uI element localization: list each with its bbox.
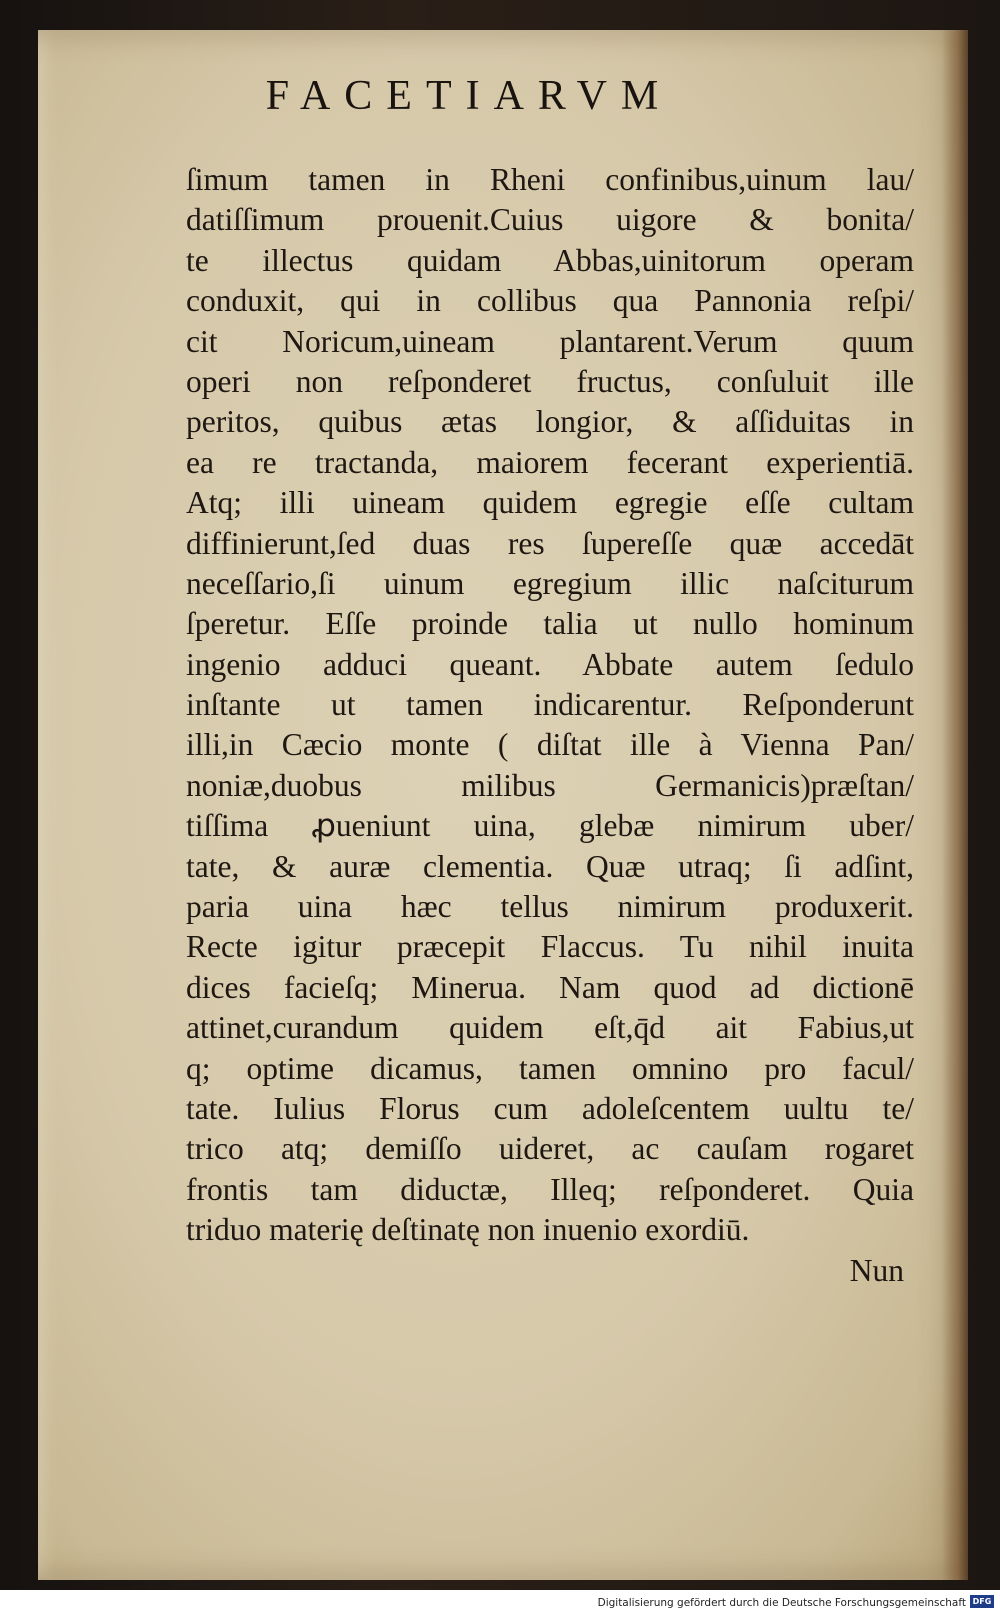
dfg-logo: DFG <box>970 1595 994 1608</box>
text-line: diffinierunt,ſed duas res ſupereſſe quæ accedāt <box>186 525 914 561</box>
text-line: ſperetur. Eſſe proinde talia ut nullo hominum <box>186 606 914 642</box>
text-block <box>186 160 914 1251</box>
text-line: Recte igitur præcepit Flaccus. Tu nihil inuita <box>186 929 914 965</box>
text-line: tate, & auræ clementia. Quæ utraq; ſi adſint, <box>186 848 914 884</box>
text-line: neceſſario,ſi uinum egregium illic naſciturum <box>186 565 914 601</box>
text-line: ea re tractanda, maiorem fecerant experientiā. <box>186 444 914 480</box>
text-line: illi,in Cæcio monte ( diſtat ille à Vienna Pan/ <box>186 727 914 763</box>
text-line: q; optime dicamus, tamen omnino pro facul/ <box>186 1050 914 1086</box>
text-line: peritos, quibus ætas longior, & aſſiduitas in <box>186 404 914 440</box>
text-line: frontis tam diductæ, Illeq; reſponderet. Quia <box>186 1171 914 1207</box>
text-line: inſtante ut tamen indicarentur. Reſponderunt <box>186 687 914 723</box>
text-line: tate. Iulius Florus cum adoleſcentem uultu te/ <box>186 1090 914 1126</box>
page-gutter-shadow <box>942 30 968 1580</box>
text-line: dices facieſq; Minerua. Nam quod ad dictionē <box>186 969 914 1005</box>
funding-credit: Digitalisierung gefördert durch die Deutsche Forschungsgemeinschaft <box>597 1597 966 1609</box>
text-line: ingenio adduci queant. Abbate autem ſedulo <box>186 646 914 682</box>
text-line: tiſſima ꝓueniunt uina, glebæ nimirum uber/ <box>186 808 914 844</box>
text-line: paria uina hæc tellus nimirum produxerit. <box>186 889 914 925</box>
text-line: Atq; illi uineam quidem egregie eſſe cultam <box>186 485 914 521</box>
text-line: trico atq; demiſſo uideret, ac cauſam rogaret <box>186 1131 914 1167</box>
running-head: FACETIARVM <box>265 73 673 119</box>
text-line: cit Noricum,uineam plantarent.Verum quum <box>186 323 914 359</box>
text-line: operi non reſponderet fructus, conſuluit ille <box>186 363 914 399</box>
text-line: noniæ,duobus milibus Germanicis)præſtan/ <box>186 767 914 803</box>
text-line: ſimum tamen in Rheni confinibus,uinum lau/ <box>186 162 914 197</box>
text-line: datiſſimum prouenit.Cuius uigore & bonita/ <box>186 202 914 238</box>
text-line: conduxit, qui in collibus qua Pannonia reſpi/ <box>186 283 914 319</box>
book-page <box>38 30 968 1580</box>
text-line: triduo materię deſtinatę non inuenio exordiū. <box>186 1212 750 1248</box>
text-line: attinet,curandum quidem eſt,q̄d ait Fabius,ut <box>186 1010 914 1046</box>
catchword: Nun <box>849 1253 904 1288</box>
text-line: te illectus quidam Abbas,uinitorum operam <box>186 242 914 278</box>
